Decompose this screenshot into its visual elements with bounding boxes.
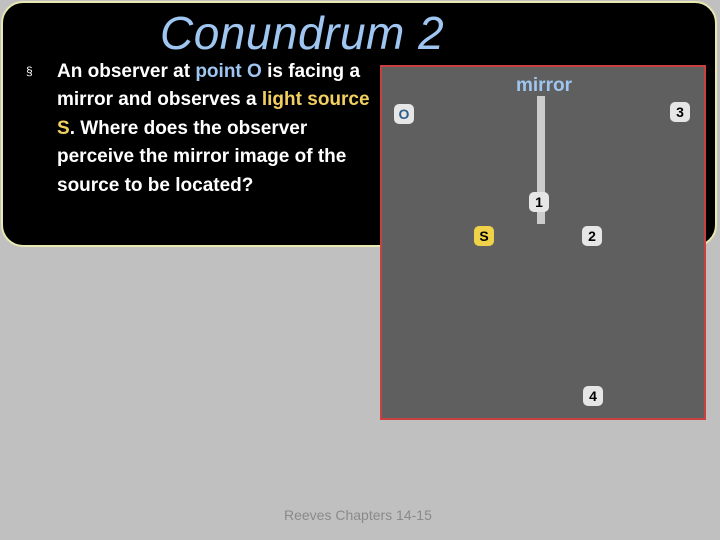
option-4-marker: 4: [583, 386, 603, 406]
question-part-2: is facing a mirror and observes a: [57, 61, 361, 111]
slide-title: Conundrum 2: [160, 7, 445, 59]
question-part-3: . Where does the observer perceive the mirror image of the source to be located?: [57, 117, 347, 196]
bullet-icon: §: [26, 64, 33, 78]
option-1-marker: 1: [529, 192, 549, 212]
source-marker: S: [474, 226, 494, 246]
mirror-diagram: [380, 65, 706, 420]
question-part-1: An observer at: [57, 61, 196, 82]
mirror-label: mirror: [516, 75, 572, 96]
option-3-marker: 3: [670, 102, 690, 122]
footer-text: Reeves Chapters 14-15: [284, 507, 432, 523]
option-2-marker: 2: [582, 226, 602, 246]
point-o-highlight: point O: [195, 61, 262, 82]
observer-marker: O: [394, 104, 414, 124]
light-source-highlight: light source S: [57, 89, 370, 139]
question-text: [57, 58, 377, 200]
